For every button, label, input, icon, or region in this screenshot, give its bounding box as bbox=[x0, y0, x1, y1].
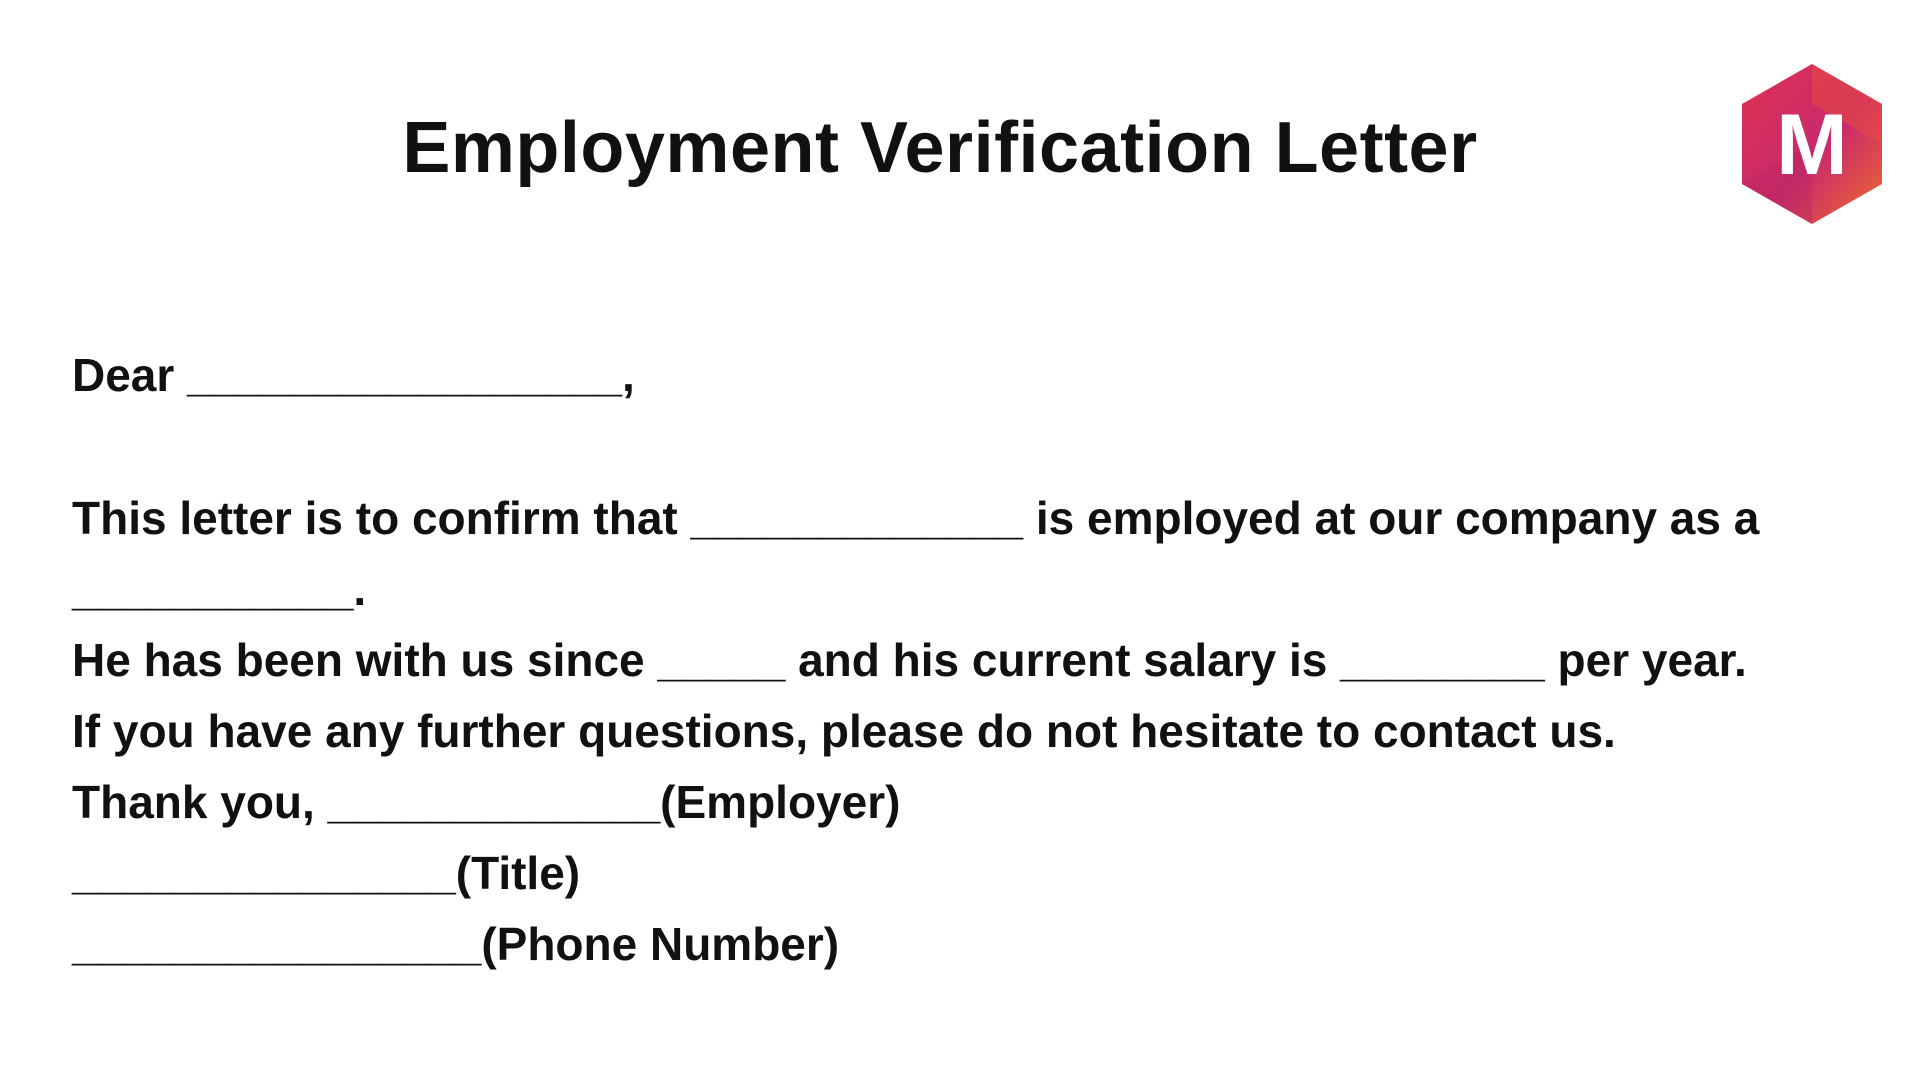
signature-title: _______________(Title) bbox=[72, 847, 581, 899]
closing-employer: Thank you, _____________(Employer) bbox=[72, 776, 901, 828]
page-title: Employment Verification Letter bbox=[402, 108, 1478, 188]
body-line-salary: He has been with us since _____ and his current salary is ________ per year. bbox=[72, 634, 1747, 686]
body-line-questions: If you have any further questions, please do not hesitate to contact us. bbox=[72, 705, 1616, 757]
salutation: Dear _________________, bbox=[72, 349, 635, 401]
logo-letter: M bbox=[1776, 97, 1848, 193]
body-line-position: ___________. bbox=[72, 563, 367, 615]
signature-phone: ________________(Phone Number) bbox=[72, 918, 840, 970]
body-line-confirm: This letter is to confirm that _____________ is employed at our company as a bbox=[72, 492, 1760, 544]
hexagon-m-logo-icon bbox=[1740, 62, 1884, 226]
brand-logo bbox=[1740, 62, 1884, 226]
